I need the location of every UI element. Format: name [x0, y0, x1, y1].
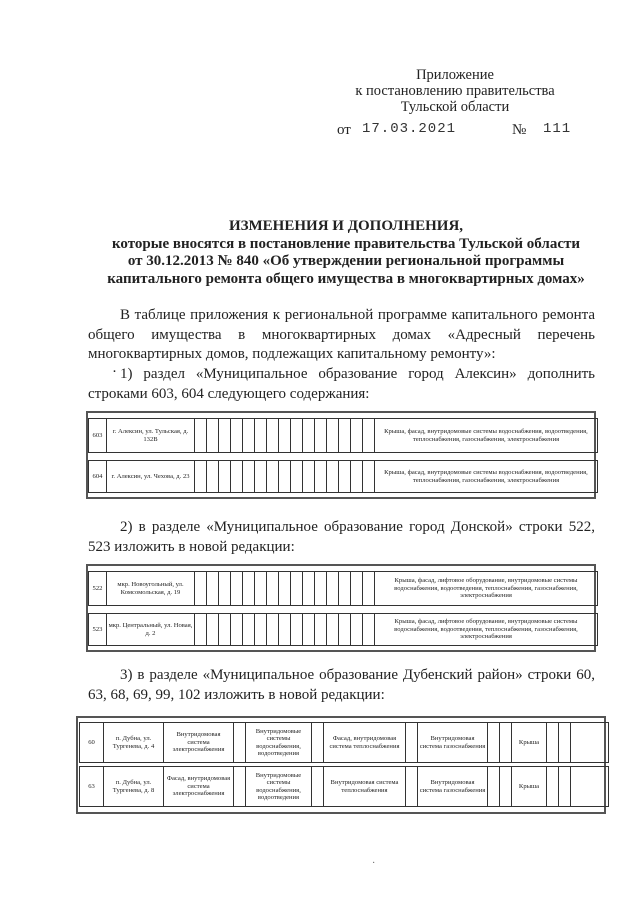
row-number: 604 [89, 461, 107, 493]
table1 [88, 418, 598, 453]
row-work-5: Крыша [512, 767, 547, 807]
row-work-3: Фасад, внутридомовая система теплоснабжения [324, 723, 406, 763]
row-number: 60 [80, 723, 104, 763]
appendix-line3: Тульской области [400, 99, 510, 115]
row-number: 522 [89, 572, 107, 606]
item1-paragraph [88, 365, 595, 404]
table3-row2 [79, 766, 609, 807]
row-address: г. Алексин, ул. Чехова, д. 23 [107, 461, 195, 493]
intro-text: В таблице приложения к региональной программе капитального ремонта общего имущества в многоквартирных домах «Адресный перечень многоквартирных домов, подлежащих капитальному ремонту»: [88, 307, 595, 362]
table-row [80, 767, 609, 807]
table1-row2 [88, 460, 598, 493]
row-address: п. Дубна, ул. Тургенева, д. 4 [104, 723, 164, 763]
title-line1: ИЗМЕНЕНИЯ И ДОПОЛНЕНИЯ, [228, 218, 464, 234]
row-work-5: Крыша [512, 723, 547, 763]
document-date: 17.03.2021 [362, 121, 457, 137]
table2 [88, 571, 598, 606]
row-address: мкр. Новоугольный, ул. Комсомольская, д. 19 [107, 572, 195, 606]
table-row [89, 419, 598, 453]
item2-paragraph [88, 518, 595, 557]
row-work-1: Внутридомовая система электроснабжения [164, 723, 234, 763]
row-address: мкр. Центральный, ул. Новая, д. 2 [107, 614, 195, 646]
item2-text: 2) в разделе «Муниципальное образование город Донской» строки 522, 523 изложить в новой редакции: [88, 519, 595, 555]
document-number: 111 [543, 121, 572, 137]
row-number: 523 [89, 614, 107, 646]
appendix-line1: Приложение [416, 67, 494, 83]
table-row [80, 723, 609, 763]
row-address: г. Алексин, ул. Тульская, д. 132В [107, 419, 195, 453]
item1-text: 1) раздел «Муниципальное образование город Алексин» дополнить строками 603, 604 следующего содержания: [88, 366, 595, 402]
row-work-2: Внутридомовые системы водоснабжения, водоотведения [246, 767, 312, 807]
row-address: п. Дубна, ул. Тургенева, д. 8 [104, 767, 164, 807]
appendix-line2: к постановлению правительства [355, 83, 555, 99]
intro-paragraph [88, 306, 595, 365]
row-work-2: Внутридомовые системы водоснабжения, водоотведения [246, 723, 312, 763]
row-number: 63 [80, 767, 104, 807]
item3-paragraph [88, 666, 595, 705]
row-work-4: Внутридомовая система газоснабжения [418, 767, 488, 807]
row-work-1: Фасад, внутридомовая система электроснабжения [164, 767, 234, 807]
row-number: 603 [89, 419, 107, 453]
title-line3: от 30.12.2013 № 840 «Об утверждении региональной программы [127, 253, 565, 269]
item3-text: 3) в разделе «Муниципальное образование Дубенский район» строки 60, 63, 68, 69, 99, 102 изложить в новой редакции: [88, 667, 595, 703]
title-line2: которые вносятся в постановление правительства Тульской области [111, 235, 581, 252]
row-work-3: Внутридомовая система теплоснабжения [324, 767, 406, 807]
appendix-label [340, 67, 570, 115]
date-prefix: от [337, 122, 351, 138]
table2-row2 [88, 613, 598, 646]
title-line4: капитального ремонта общего имущества в многоквартирных домах» [107, 270, 585, 287]
item1-marker: · [112, 364, 117, 380]
row-works: Крыша, фасад, лифтовое оборудование, внутридомовые системы водоснабжения, водоотведения, теплоснабжения, газоснабжения, электроснабжения [375, 572, 598, 606]
number-prefix: № [512, 122, 527, 138]
row-works: Крыша, фасад, внутридомовые системы водоснабжения, водоотведения, теплоснабжения, газоснабжения, электроснабжения [375, 461, 598, 493]
footer-mark: · [372, 858, 376, 869]
table-row [89, 461, 598, 493]
table-row [89, 572, 598, 606]
row-work-4: Внутридомовая система газоснабжения [418, 723, 488, 763]
table3 [79, 722, 609, 763]
row-works: Крыша, фасад, лифтовое оборудование, внутридомовые системы водоснабжения, водоотведения, теплоснабжения, газоснабжения, электроснабжения [375, 614, 598, 646]
row-works: Крыша, фасад, внутридомовые системы водоснабжения, водоотведения, теплоснабжения, газоснабжения, электроснабжения [375, 419, 598, 453]
document-title [90, 218, 602, 288]
table-row [89, 614, 598, 646]
